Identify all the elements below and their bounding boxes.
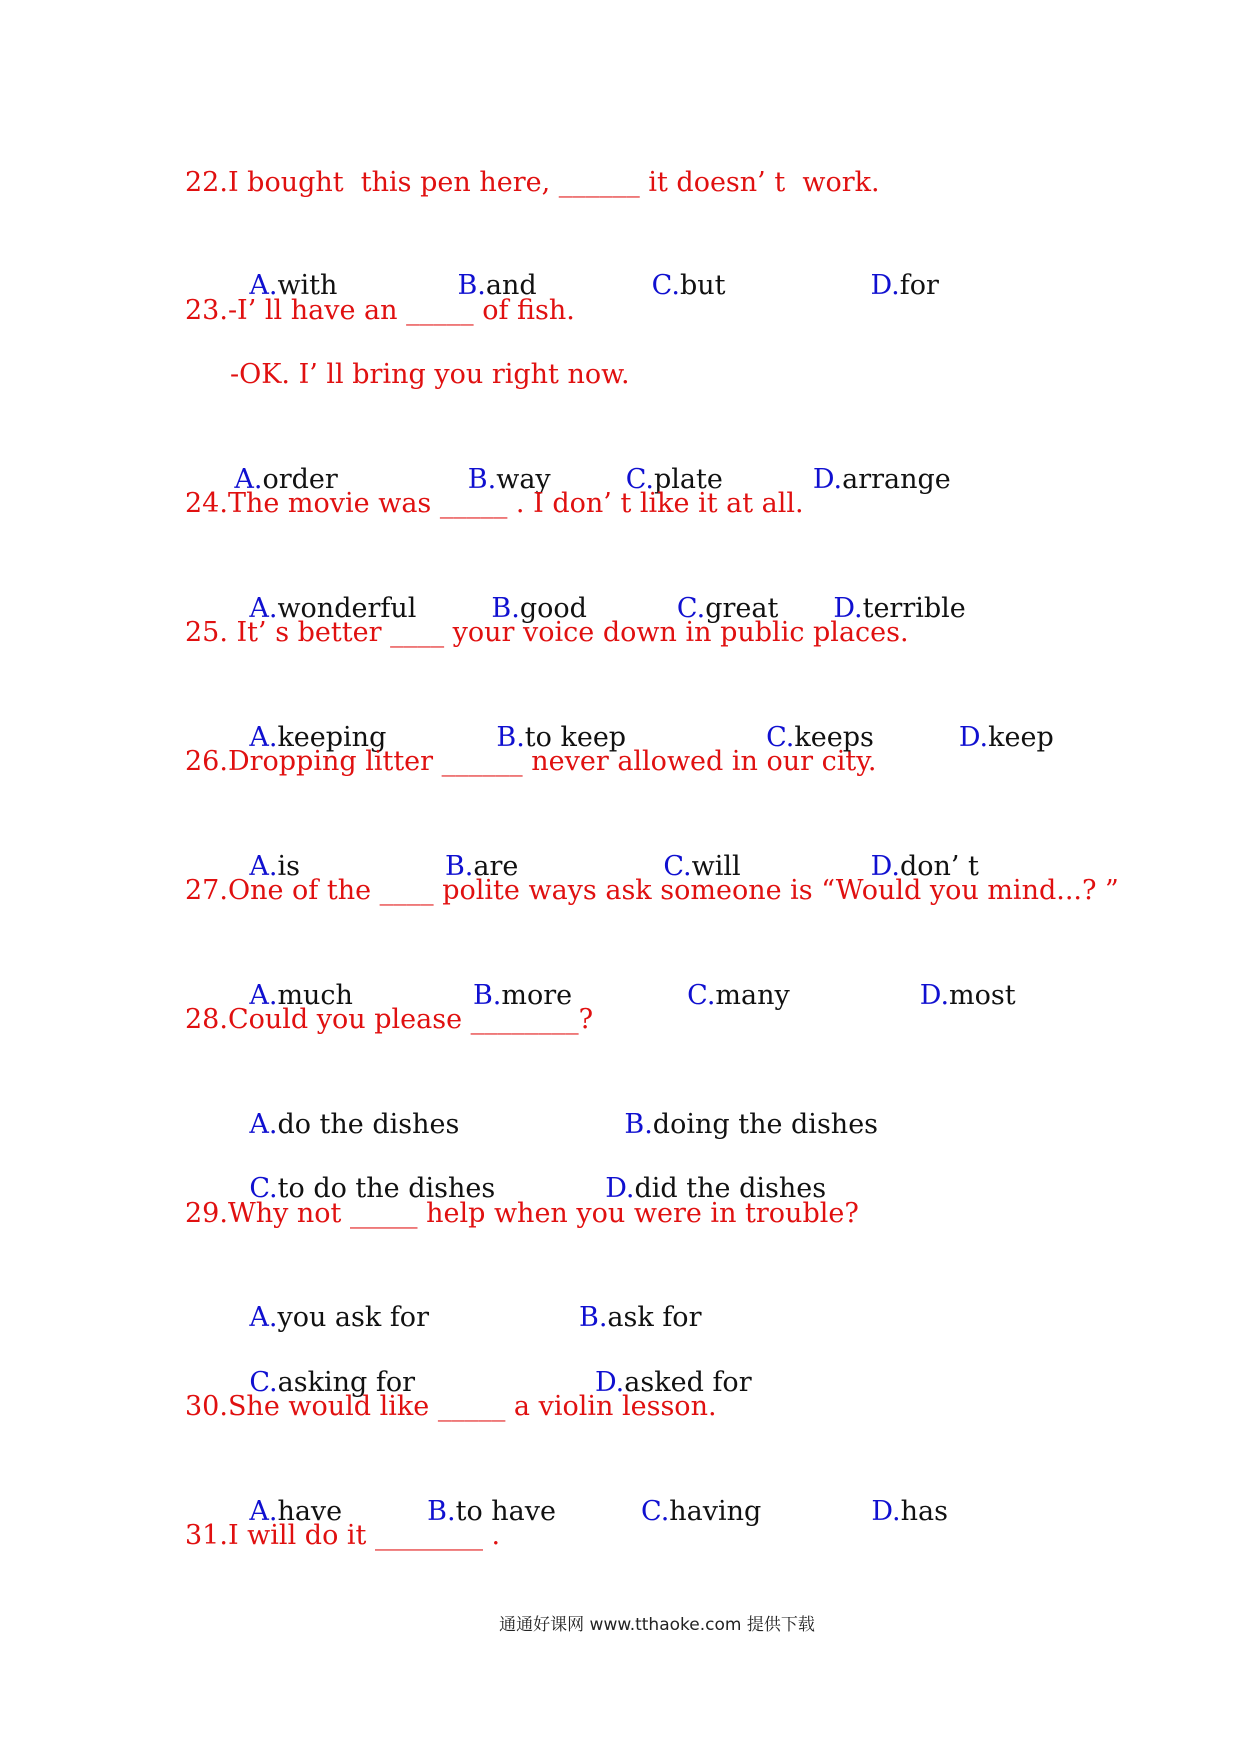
option-text[interactable]: and [485, 270, 537, 301]
options-28-row2 [215, 1129, 827, 1204]
option-text[interactable]: has [900, 1496, 948, 1527]
option-letter: C. [249, 1367, 278, 1398]
option-letter: A. [234, 464, 263, 495]
option-text[interactable]: keeps [794, 722, 874, 753]
option-text[interactable]: arrange [842, 464, 951, 495]
option-text[interactable]: order [262, 464, 338, 495]
option-letter: B. [467, 464, 497, 495]
option-letter: A. [249, 593, 278, 624]
option-letter: A. [249, 1109, 278, 1140]
option-letter: D. [870, 851, 900, 882]
option-text[interactable]: doing the dishes [652, 1109, 879, 1140]
options-23 [200, 420, 951, 495]
option-letter: C. [663, 851, 692, 882]
footer-text: 通通好课网 www.tthaoke.com 提供下载 [499, 1615, 815, 1635]
option-letter: A. [249, 722, 278, 753]
question-25: 25. It’ s better ____ your voice down in public places. [185, 617, 909, 648]
option-letter: A. [249, 1496, 278, 1527]
question-24: 24.The movie was _____ . I don’ t like it at all. [185, 488, 804, 519]
option-letter: B. [496, 722, 525, 753]
options-26 [215, 807, 979, 882]
options-27 [215, 936, 1016, 1011]
question-26: 26.Dropping litter ______ never allowed in our city. [185, 746, 877, 777]
question-23-reply: -OK. I’ ll bring you right now. [230, 359, 630, 390]
question-28: 28.Could you please ________? [185, 1004, 594, 1035]
options-28-row1 [215, 1065, 879, 1140]
option-text[interactable]: plate [653, 464, 723, 495]
option-letter: C. [676, 593, 706, 624]
option-text[interactable]: have [277, 1496, 343, 1527]
options-24 [215, 549, 966, 624]
option-letter: D. [919, 980, 950, 1011]
option-letter: B. [457, 270, 486, 301]
option-letter: C. [249, 1173, 278, 1204]
option-text[interactable]: terrible [862, 593, 966, 624]
option-letter: C. [766, 722, 795, 753]
option-text[interactable]: keeping [277, 722, 387, 753]
option-letter: D. [958, 722, 989, 753]
option-text[interactable]: asked for [624, 1367, 752, 1398]
option-letter: C. [651, 270, 680, 301]
option-text[interactable]: did the dishes [634, 1173, 827, 1204]
question-31: 31.I will do it ________ . [185, 1520, 501, 1551]
option-text[interactable]: do the dishes [277, 1109, 460, 1140]
option-letter: C. [687, 980, 716, 1011]
option-text[interactable]: to have [455, 1496, 556, 1527]
option-text[interactable]: for [899, 270, 939, 301]
option-text[interactable]: will [691, 851, 741, 882]
option-text[interactable]: is [277, 851, 300, 882]
option-text[interactable]: more [501, 980, 573, 1011]
option-text[interactable]: to keep [524, 722, 627, 753]
option-text[interactable]: wonderful [277, 593, 417, 624]
option-text[interactable]: much [277, 980, 353, 1011]
option-letter: A. [249, 980, 278, 1011]
option-letter: B. [427, 1496, 456, 1527]
option-letter: B. [472, 980, 502, 1011]
option-letter: A. [249, 1302, 278, 1333]
option-text[interactable]: with [277, 270, 338, 301]
option-letter: D. [870, 270, 900, 301]
option-text[interactable]: great [705, 593, 779, 624]
options-29-row2 [215, 1323, 752, 1398]
question-23: 23.-I’ ll have an _____ of fish. [185, 295, 575, 326]
option-text[interactable]: but [679, 270, 726, 301]
question-29: 29.Why not _____ help when you were in trouble? [185, 1198, 859, 1229]
question-30: 30.She would like _____ a violin lesson. [185, 1391, 717, 1422]
option-letter: D. [833, 593, 863, 624]
option-letter: A. [249, 851, 278, 882]
option-text[interactable]: keep [988, 722, 1054, 753]
option-text[interactable]: to do the dishes [277, 1173, 496, 1204]
option-letter: D. [605, 1173, 635, 1204]
option-letter: C. [641, 1496, 670, 1527]
options-25 [215, 678, 1054, 753]
option-letter: B. [624, 1109, 653, 1140]
option-letter: B. [578, 1302, 608, 1333]
option-text[interactable]: most [949, 980, 1016, 1011]
question-22: 22.I bought this pen here, ______ it doesn’ t work. [185, 167, 880, 198]
option-text[interactable]: you ask for [277, 1302, 429, 1333]
option-letter: D. [871, 1496, 901, 1527]
option-letter: A. [249, 270, 278, 301]
option-letter: B. [491, 593, 520, 624]
option-text[interactable]: way [496, 464, 551, 495]
option-text[interactable]: many [715, 980, 790, 1011]
option-letter: D. [812, 464, 843, 495]
options-30 [215, 1452, 948, 1527]
option-letter: B. [444, 851, 474, 882]
options-29-row1 [215, 1258, 702, 1333]
option-text[interactable]: don’ t [899, 851, 979, 882]
option-text[interactable]: having [669, 1496, 762, 1527]
options-22 [215, 226, 939, 301]
option-text[interactable]: asking for [277, 1367, 415, 1398]
option-text[interactable]: ask for [607, 1302, 702, 1333]
option-text[interactable]: good [519, 593, 587, 624]
option-text[interactable]: are [473, 851, 519, 882]
option-letter: C. [625, 464, 654, 495]
option-letter: D. [595, 1367, 625, 1398]
question-27: 27.One of the ____ polite ways ask someone is “Would you mind...? ” [185, 875, 1119, 906]
